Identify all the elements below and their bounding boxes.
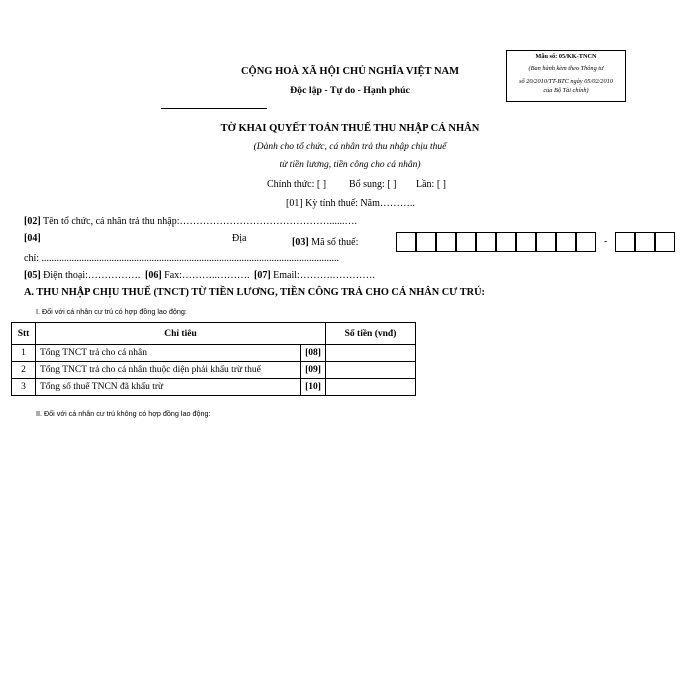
tax-id-branch-box[interactable]	[615, 232, 635, 252]
supplement-checkbox[interactable]: Bổ sung: [ ]	[349, 179, 397, 190]
fax-label: Fax:………..……….	[164, 270, 250, 281]
tax-id-digit-box[interactable]	[476, 232, 496, 252]
phone-code: [05]	[24, 270, 41, 281]
form-subtitle-2: từ tiền lương, tiền công cho cá nhân)	[279, 160, 421, 170]
tax-id-branch-box[interactable]	[635, 232, 655, 252]
org-name-code: [02]	[24, 216, 41, 227]
address-label: Địa	[232, 233, 247, 244]
email-label: Email:……….………….	[273, 270, 375, 281]
tax-id-dash: -	[604, 236, 608, 247]
section-a-sub-ii: II. Đối với cá nhân cư trú không có hợp đồng lao động:	[36, 409, 211, 418]
table-header-row	[12, 323, 416, 345]
form-code-line2: số 20/2010/TT-BTC ngày 05/02/2010	[519, 78, 613, 85]
table-row	[12, 379, 416, 396]
tax-id-digit-box[interactable]	[396, 232, 416, 252]
header-amount: Số tiền (vnđ)	[326, 323, 416, 345]
row-desc: Tổng số thuế TNCN đã khấu trừ	[36, 379, 301, 396]
form-code-box	[506, 50, 626, 102]
row-stt: 3	[12, 379, 36, 396]
row-amount-input[interactable]	[326, 362, 416, 379]
row-stt: 1	[12, 345, 36, 362]
times-checkbox[interactable]: Lần: [ ]	[416, 179, 446, 190]
phone-field[interactable]	[24, 270, 140, 281]
org-name-field[interactable]	[24, 216, 357, 227]
tax-id-digit-box[interactable]	[436, 232, 456, 252]
form-code-line1: (Ban hành kèm theo Thông tư	[528, 64, 604, 72]
row-stt: 2	[12, 362, 36, 379]
row-code: [08]	[301, 345, 326, 362]
tax-id-code: [03]	[292, 237, 309, 248]
tax-period[interactable]: [01] Kỳ tính thuế: Năm………..	[286, 198, 415, 209]
form-code-title: Mẫu số: 05/KK-TNCN	[535, 53, 597, 60]
address-code: [04]	[24, 233, 41, 244]
table-row	[12, 345, 416, 362]
header-desc: Chỉ tiêu	[36, 323, 326, 345]
row-desc: Tổng TNCT trả cho cá nhân	[36, 345, 301, 362]
form-subtitle-1: (Dành cho tổ chức, cá nhân trả thu nhập chịu thuế	[253, 142, 447, 152]
tax-id-digit-box[interactable]	[456, 232, 476, 252]
section-a-heading: A. THU NHẬP CHỊU THUẾ (TNCT) TỪ TIỀN LƯƠNG, TIỀN CÔNG TRẢ CHO CÁ NHÂN CƯ TRÚ:	[24, 287, 485, 298]
form-title: TỜ KHAI QUYẾT TOÁN THUẾ THU NHẬP CÁ NHÂN	[220, 123, 480, 134]
row-desc: Tổng TNCT trả cho cá nhân thuộc diện phải khấu trừ thuế	[36, 362, 301, 379]
tax-id-label: Mã số thuế:	[311, 237, 359, 248]
tax-id-digit-box[interactable]	[416, 232, 436, 252]
motto-header: Độc lập - Tự do - Hạnh phúc	[290, 85, 410, 96]
header-divider	[161, 108, 267, 109]
address-field[interactable]: chỉ: .......................................................................................................................	[24, 253, 339, 264]
tax-id-digit-box[interactable]	[556, 232, 576, 252]
income-table	[11, 322, 416, 396]
tax-id-digit-box[interactable]	[516, 232, 536, 252]
tax-id-digit-box[interactable]	[536, 232, 556, 252]
tax-id-digit-box[interactable]	[496, 232, 516, 252]
official-checkbox[interactable]: Chính thức: [ ]	[267, 179, 327, 190]
tax-id-branch-box[interactable]	[655, 232, 675, 252]
org-name-label: Tên tổ chức, cá nhân trả thu nhập:………………………………………......….	[43, 216, 357, 227]
row-code: [10]	[301, 379, 326, 396]
row-amount-input[interactable]	[326, 345, 416, 362]
section-a-sub-i: I. Đối với cá nhân cư trú có hợp đồng lao động:	[36, 307, 187, 316]
row-amount-input[interactable]	[326, 379, 416, 396]
tax-id-label-group	[292, 237, 358, 248]
phone-label: Điện thoại:…………….	[43, 270, 141, 281]
fax-code: [06]	[145, 270, 162, 281]
tax-id-digit-box[interactable]	[576, 232, 596, 252]
email-code: [07]	[254, 270, 271, 281]
form-code-line3: của Bộ Tài chính)	[543, 86, 589, 94]
row-code: [09]	[301, 362, 326, 379]
table-row	[12, 362, 416, 379]
nation-header: CỘNG HOÀ XÃ HỘI CHỦ NGHĨA VIỆT NAM	[240, 66, 460, 77]
fax-field[interactable]	[145, 270, 249, 281]
header-stt: Stt	[12, 323, 36, 345]
email-field[interactable]	[254, 270, 375, 281]
